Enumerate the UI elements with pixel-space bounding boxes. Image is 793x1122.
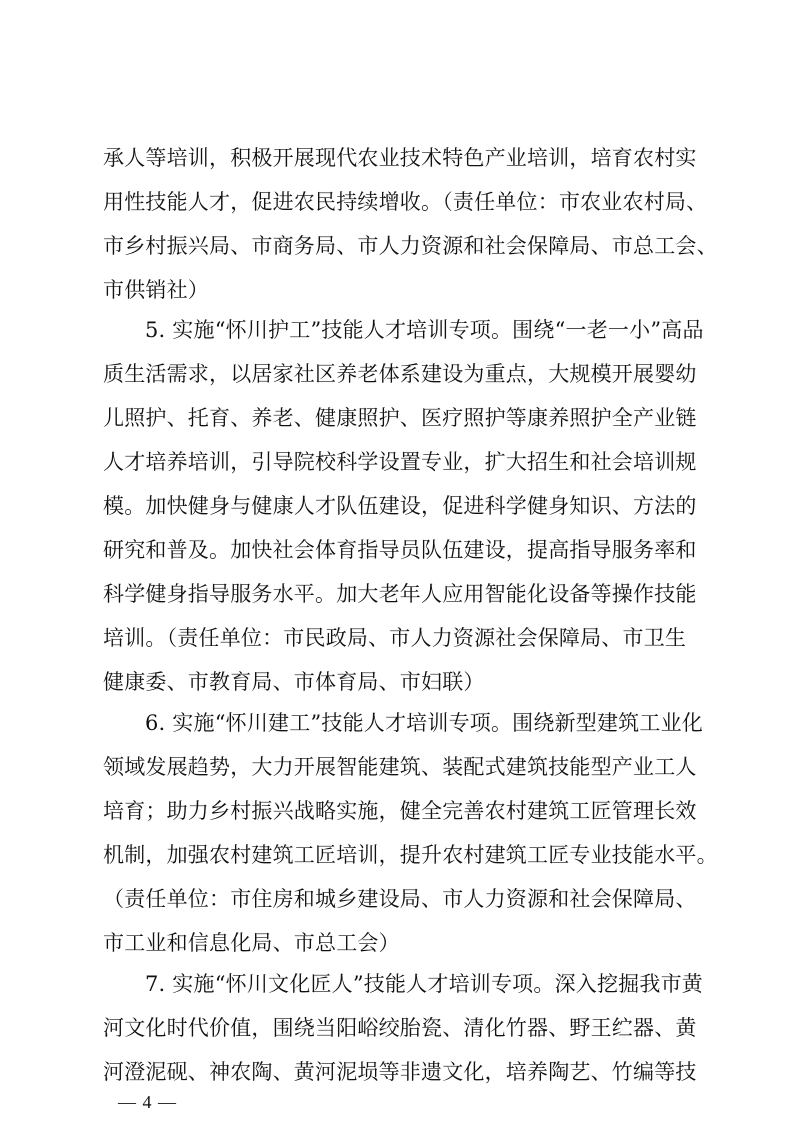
body-text-line: 培训。（责任单位：市民政局、市人力资源社会保障局、市卫生 (103, 626, 687, 650)
section-heading-line: 5. 实施“怀川护工”技能人才培训专项。围绕“一老一小”高品 (145, 318, 704, 342)
body-text-line: 承人等培训，积极开展现代农业技术特色产业培训，培育农村实 (103, 146, 697, 170)
body-text-line: 研究和普及。加快社会体育指导员队伍建设，提高指导服务率和 (103, 538, 697, 562)
body-text-line: 河澄泥砚、神农陶、黄河泥埙等非遗文化，培养陶艺、竹编等技 (103, 1060, 697, 1084)
body-text-line: 河文化时代价值，围绕当阳峪绞胎瓷、清化竹器、野王纻器、黄 (103, 1016, 697, 1040)
section-heading-line: 7. 实施“怀川文化匠人”技能人才培训专项。深入挖掘我市黄 (145, 972, 703, 996)
body-text-line: 市工业和信息化局、市总工会） (103, 931, 400, 955)
body-text-line: 人才培养培训，引导院校科学设置专业，扩大招生和社会培训规 (103, 450, 697, 474)
body-text-line: 市乡村振兴局、市商务局、市人力资源和社会保障局、市总工会、 (103, 234, 718, 258)
body-text-line: 用性技能人才，促进农民持续增收。（责任单位：市农业农村局、 (103, 190, 708, 214)
body-text-line: 质生活需求，以居家社区养老体系建设为重点，大规模开展婴幼 (103, 362, 697, 386)
body-text-line: 科学健身指导服务水平。加大老年人应用智能化设备等操作技能 (103, 582, 697, 606)
body-text-line: 领域发展趋势，大力开展智能建筑、装配式建筑技能型产业工人 (103, 755, 697, 779)
body-text-line: 市供销社） (103, 278, 209, 302)
body-text-line: （责任单位：市住房和城乡建设局、市人力资源和社会保障局、 (103, 887, 697, 911)
section-heading-line: 6. 实施“怀川建工”技能人才培训专项。围绕新型建筑工业化 (145, 711, 703, 735)
page-number: — 4 — (118, 1092, 177, 1112)
body-text-line: 儿照护、托育、养老、健康照护、医疗照护等康养照护全产业链 (103, 406, 697, 430)
body-text-line: 机制，加强农村建筑工匠培训，提升农村建筑工匠专业技能水平。 (103, 843, 718, 867)
body-text-line: 健康委、市教育局、市体育局、市妇联） (103, 670, 485, 694)
body-text-line: 培育；助力乡村振兴战略实施，健全完善农村建筑工匠管理长效 (103, 799, 697, 823)
body-text-line: 模。加快健身与健康人才队伍建设，促进科学健身知识、方法的 (103, 494, 697, 518)
